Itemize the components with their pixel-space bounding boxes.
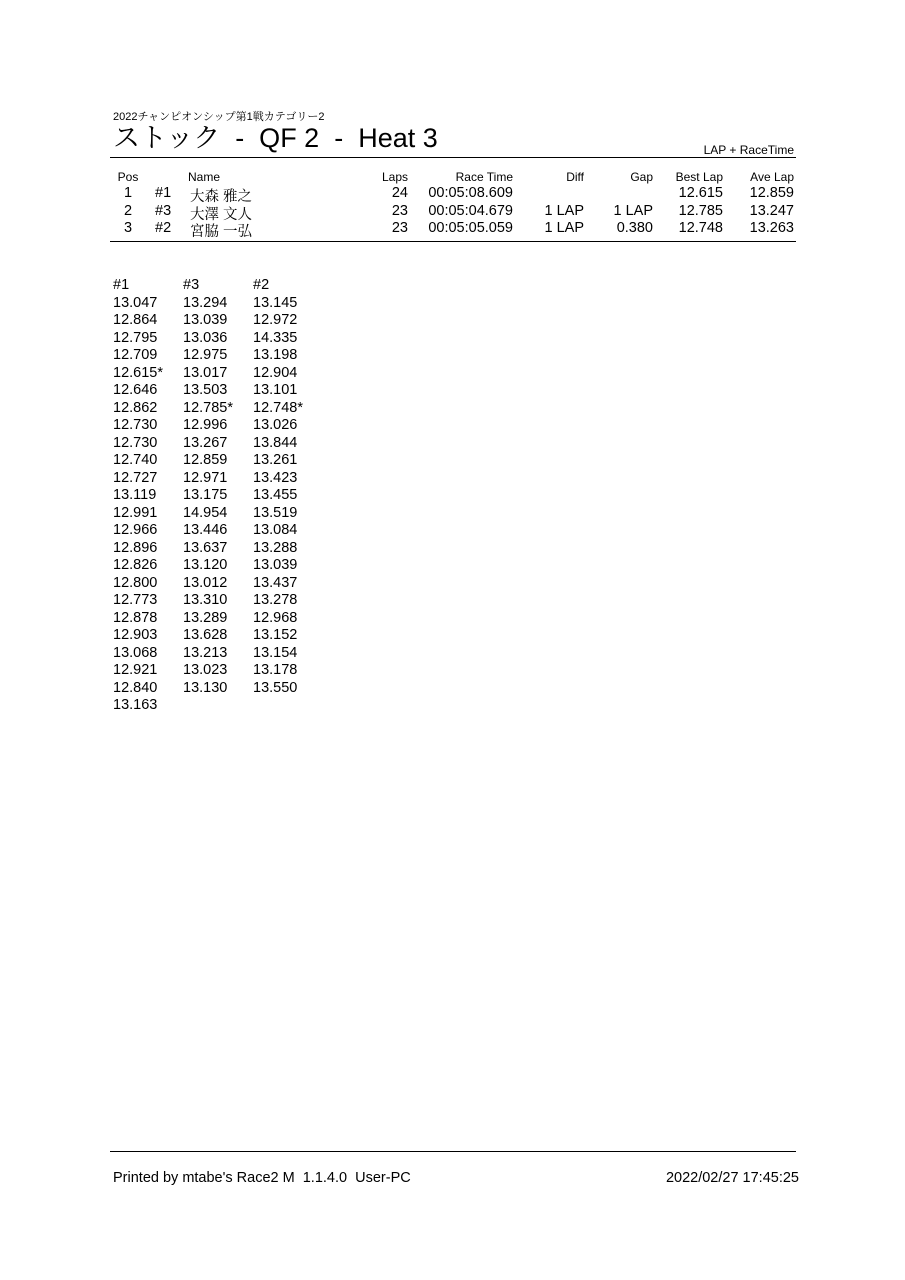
lap-time: 13.423 xyxy=(253,469,298,486)
table-row xyxy=(110,185,796,203)
lap-column-3 xyxy=(183,277,253,697)
col-header-laps: Laps xyxy=(381,170,408,184)
result-driver-name: 宮脇 一弘 xyxy=(190,224,253,240)
lap-time: 12.748* xyxy=(253,399,303,416)
col-header-name: Name xyxy=(188,170,221,184)
lap-column-1 xyxy=(113,277,183,715)
lap-time: 13.068 xyxy=(113,644,158,661)
lap-time: 12.795 xyxy=(113,329,158,346)
lap-time: 13.519 xyxy=(253,504,298,521)
col-header-diff: Diff xyxy=(566,170,584,184)
lap-time: 13.026 xyxy=(253,417,298,433)
lap-time: 13.152 xyxy=(253,627,298,643)
lap-time: 13.036 xyxy=(183,329,228,346)
table-row xyxy=(110,220,796,238)
lap-column-header: #2 xyxy=(253,277,270,293)
result-laps: 24 xyxy=(391,185,408,201)
lap-time: 13.163 xyxy=(113,697,158,713)
lap-time: 12.800 xyxy=(113,574,158,591)
lap-time: 13.446 xyxy=(183,522,228,538)
lap-time: 12.785* xyxy=(183,399,233,416)
result-ave-lap: 12.859 xyxy=(749,185,794,201)
lap-time: 12.972 xyxy=(253,312,298,328)
lap-time: 14.954 xyxy=(183,504,228,521)
lap-time: 13.039 xyxy=(253,557,298,573)
result-race-time: 00:05:04.679 xyxy=(428,202,513,219)
lap-time: 12.862 xyxy=(113,399,158,416)
result-race-time: 00:05:05.059 xyxy=(428,220,513,236)
lap-time: 12.773 xyxy=(113,592,158,608)
result-car-number: #3 xyxy=(155,202,172,219)
lap-time: 12.975 xyxy=(183,347,228,363)
lap-time: 13.213 xyxy=(183,644,228,661)
lap-time: 13.017 xyxy=(183,364,228,381)
result-laps: 23 xyxy=(391,202,408,219)
lap-time: 13.120 xyxy=(183,557,228,573)
lap-time: 13.023 xyxy=(183,662,228,678)
lap-time: 13.084 xyxy=(253,522,298,538)
lap-time: 12.966 xyxy=(113,522,158,538)
lap-time: 12.740 xyxy=(113,452,158,468)
lap-time: 13.550 xyxy=(253,679,298,696)
lap-time: 13.198 xyxy=(253,347,298,363)
result-gap: 1 LAP xyxy=(613,202,653,219)
lap-time: 13.267 xyxy=(183,434,228,451)
result-best-lap: 12.615 xyxy=(678,185,723,201)
lap-time: 12.991 xyxy=(113,504,158,521)
result-pos: 1 xyxy=(123,185,133,201)
lap-time: 13.145 xyxy=(253,294,298,311)
result-laps: 23 xyxy=(391,220,408,236)
lap-time: 12.996 xyxy=(183,417,228,433)
col-header-gap: Gap xyxy=(630,170,653,184)
lap-time: 12.921 xyxy=(113,662,158,678)
col-header-ave-lap: Ave Lap xyxy=(750,170,794,184)
lap-time: 13.628 xyxy=(183,627,228,643)
col-header-pos: Pos xyxy=(117,170,139,184)
result-best-lap: 12.785 xyxy=(678,202,723,219)
lap-time: 13.175 xyxy=(183,487,228,503)
lap-time: 12.709 xyxy=(113,347,158,363)
result-car-number: #2 xyxy=(155,220,172,236)
page-title: ストック - QF 2 - Heat 3 xyxy=(113,123,438,153)
lap-time: 12.864 xyxy=(113,312,158,328)
table-row xyxy=(110,203,796,221)
lap-time: 13.261 xyxy=(253,452,298,468)
lap-time: 13.294 xyxy=(183,294,228,311)
report-mode-label: LAP + RaceTime xyxy=(703,143,794,157)
result-pos: 2 xyxy=(123,202,133,219)
result-driver-name: 大澤 文人 xyxy=(190,206,253,223)
result-gap: 0.380 xyxy=(616,220,653,236)
lap-time: 13.289 xyxy=(183,609,228,626)
result-ave-lap: 13.263 xyxy=(749,220,794,236)
lap-time: 13.503 xyxy=(183,382,228,398)
results-table xyxy=(110,170,796,238)
lap-time: 13.455 xyxy=(253,487,298,503)
lap-time: 13.437 xyxy=(253,574,298,591)
result-car-number: #1 xyxy=(155,185,172,201)
results-header-row xyxy=(110,170,796,185)
lap-time: 13.119 xyxy=(113,487,157,503)
lap-time: 12.878 xyxy=(113,609,158,626)
lap-time: 13.130 xyxy=(183,679,228,696)
result-ave-lap: 13.247 xyxy=(749,202,794,219)
col-header-race-time: Race Time xyxy=(455,170,513,184)
lap-time: 12.615* xyxy=(113,364,163,381)
lap-time: 13.101 xyxy=(253,382,298,398)
lap-time: 13.844 xyxy=(253,434,298,451)
result-pos: 3 xyxy=(123,220,133,236)
lap-time: 12.968 xyxy=(253,609,298,626)
lap-time: 13.310 xyxy=(183,592,228,608)
results-divider xyxy=(110,241,796,242)
lap-time: 12.730 xyxy=(113,434,158,451)
printed-by: Printed by mtabe's Race2 M 1.1.4.0 User-PC xyxy=(113,1170,411,1186)
footer-divider xyxy=(110,1151,796,1152)
lap-time: 13.637 xyxy=(183,539,228,556)
lap-time: 12.971 xyxy=(183,469,228,486)
lap-time: 13.288 xyxy=(253,539,298,556)
lap-time: 12.896 xyxy=(113,539,158,556)
lap-time: 12.826 xyxy=(113,557,158,573)
result-driver-name: 大森 雅之 xyxy=(190,189,253,205)
result-diff: 1 LAP xyxy=(544,220,584,236)
lap-time: 13.154 xyxy=(253,644,298,661)
lap-time: 14.335 xyxy=(253,329,298,346)
result-best-lap: 12.748 xyxy=(678,220,723,236)
lap-time: 12.646 xyxy=(113,382,158,398)
print-timestamp: 2022/02/27 17:45:25 xyxy=(665,1170,799,1186)
lap-time: 12.859 xyxy=(183,452,228,468)
col-header-best-lap: Best Lap xyxy=(675,170,723,184)
lap-time: 13.047 xyxy=(113,294,158,311)
lap-column-header: #3 xyxy=(183,277,200,293)
lap-time: 13.278 xyxy=(253,592,298,608)
result-race-time: 00:05:08.609 xyxy=(428,185,513,201)
event-subtitle: 2022チャンピオンシップ第1戦カテゴリー2 xyxy=(113,111,325,123)
lap-time: 12.903 xyxy=(113,627,158,643)
lap-time: 12.904 xyxy=(253,364,298,381)
lap-time: 12.840 xyxy=(113,679,158,696)
result-diff: 1 LAP xyxy=(544,202,584,219)
lap-time: 12.730 xyxy=(113,417,158,433)
lap-time: 13.012 xyxy=(183,574,228,591)
lap-time: 13.178 xyxy=(253,662,298,678)
lap-time: 12.727 xyxy=(113,469,158,486)
header-divider xyxy=(110,157,796,158)
lap-column-header: #1 xyxy=(113,277,130,293)
lap-time: 13.039 xyxy=(183,312,228,328)
lap-column-2 xyxy=(253,277,323,697)
